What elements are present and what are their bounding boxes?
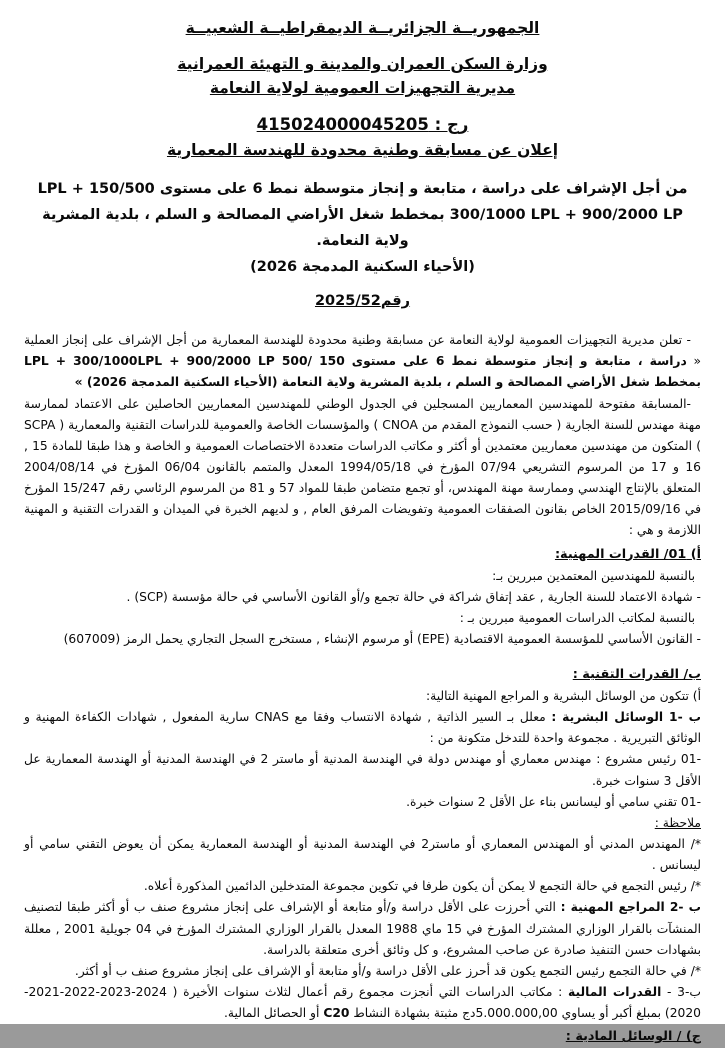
- section-a-line: - القانون الأساسي للمؤسسة العمومية الاقتصادية (EPE) أو مرسوم الإنشاء , مستخرج السجل التجاري يحمل الرمز (607009): [63, 631, 701, 646]
- intro-paragraph: [24, 330, 701, 393]
- republic-title: الجمهوريــة الجزائريــة الديمقراطيــة الشعبيــة: [185, 19, 540, 37]
- financial-text-end: أو الحصائل المالية.: [224, 1006, 324, 1021]
- section-b-heading: ب/ القدرات التقنية :: [572, 667, 701, 683]
- subject-block: [24, 176, 701, 314]
- human-resources-label: ب -1 الوسائل البشرية :: [551, 710, 701, 725]
- note-line: */ المهندس المدني أو المهندس المعماري أو ماستر2 في الهندسة المدنية أو الهندسة المعمارية يمكن أن يعوض التقني سامي أو ليسانس .: [24, 837, 701, 873]
- professional-references-text: التي أحرزت على الأقل دراسة و/أو متابعة أو الإشراف على إنجاز مشروع صنف ب أو أكثر طبقا لتصنيف المنشآت بالقرار الوزاري المشترك المؤرخ في 15 ماي 1988 المعدل بالقرار الوزاري المشترك المؤرخ في 04 جويلية 2001 , معللة بشهادات حسن التنفيذ صادرة عن صاحب المشروع، و كل وثائق أخرى متعلقة بالدراسة.: [24, 900, 701, 957]
- note-heading: ملاحظة :: [654, 815, 701, 830]
- human-resources-paragraph: [24, 707, 701, 749]
- group-leader-note: */ في حالة التجمع رئيس التجمع يكون قد أحرز على الأقل دراسة و/أو متابعة أو الإشراف على إنجاز مشروع صنف ب أو أكثر.: [74, 963, 701, 978]
- registration-number: رج : 415024000045205: [256, 115, 469, 135]
- section-a-line: بالنسبة لمكاتب الدراسات العمومية مبررين بـ :: [459, 610, 695, 625]
- eligibility-paragraph: -المسابقة مفتوحة للمهندسين المعماريين المسجلين في الجدول الوطني للمهندسين المعماريين الحاصلين على الاعتماد لممارسة مهنة مهندس للسنة الجارية ( حسب النموذج المقدم من CNOA ) والمؤسسات الخاصة والعمومية للدراسات التقنية والمعمارية ( SCPA ) المتكون من مهندسين معماريين معتمدين أو أكثر و مكاتب الدراسات متعددة الاختصاصات العمومية و الخاصة و هذا طبقا للمادة 15 , 16 و 17 من المرسوم التشريعي 07/94 المؤرخ في 1994/05/18 المعدل والمتمم بالقانون 06/04 المؤرخ في 2004/08/14 المتعلق بالإنتاج الهندسي وممارسة مهنة المهندس، أو تجمع متضامن طبقا للمواد 57 و 81 من المرسوم الرئاسي رقم 15/247 المؤرخ في 2015/09/16 الخاص بقانون الصفقات العمومية وتفويضات المرفق العام , و لديهم الخبرة في الميدان و القدرات التقنية و المهنية اللازمة و هي :: [24, 396, 701, 538]
- program-name: (الأحياء السكنية المدمجة 2026): [250, 258, 475, 275]
- intro-bold-text: دراسة ، متابعة و إنجاز متوسطة نمط 6 على مستوى 150 /500 LPL + 300/1000LPL + 900/2000 LP بمخطط شغل الأراضي المصالحة و السلم ، بلدية المشرية ولاية النعامة (الأحياء السكنية المدمجة 2026) »: [24, 354, 701, 390]
- human-resources-text: معلل بـ السير الذاتية , شهادة الانتساب وفقا مع CNAS سارية المفعول , شهادات الكفاءة المهنية و الوثائق التبريرية . مجموعة واحدة للتدخل متكونة من :: [24, 710, 701, 746]
- document-body: [24, 330, 701, 1048]
- professional-references-label: ب -2 المراجع المهنية :: [560, 900, 701, 915]
- section-a-heading: أ) 01/ القدرات المهنية:: [554, 546, 701, 562]
- professional-references-paragraph: [24, 897, 701, 960]
- activity-code: C20: [323, 1006, 350, 1021]
- team-item: -01 رئيس مشروع : مهندس معماري أو مهندس دولة في الهندسة المدنية أو ماستر 2 في الهندسة المدنية أو الهندسة المعمارية عل الأقل 3 سنوات خبرة.: [24, 752, 702, 788]
- section-a-line: بالنسبة للمهندسين المعتمدين مبررين بـ:: [492, 568, 695, 583]
- intro-normal-text: - تعلن مديرية التجهيزات العمومية لولاية النعامة عن مسابقة وطنية محدودة للهندسة المعمارية من أجل الإشراف على إنجاز العملية «: [24, 333, 701, 369]
- note-line: */ رئيس التجمع في حالة التجمع لا يمكن أن يكون طرفا في تكوين مجموعة المتدخلين الدائمين المذكورة أعلاه.: [143, 879, 701, 894]
- announcement-number: رقم2025/52: [314, 293, 411, 309]
- operation-description: من أجل الإشراف على دراسة ، متابعة و إنجاز متوسطة نمط 6 على مستوى 150/500 LPL + 300/1000 LPL + 900/2000 LP بمخطط شغل الأراضي المصالحة و السلم ، بلدية المشرية ولاية النعامة.: [37, 180, 688, 249]
- document-header: [24, 16, 701, 162]
- announcement-title: إعلان عن مسابقة وطنية محدودة للهندسة المعمارية: [166, 140, 559, 159]
- spacer: [24, 40, 701, 52]
- financial-label: القدرات المالية: [568, 985, 662, 1000]
- section-a-line: - شهادة الاعتماد للسنة الجارية , عقد إتفاق شراكة في حالة تجمع و/أو القانون الأساسي في حالة مؤسسة (SCP) .: [126, 589, 701, 604]
- financial-text: : مكاتب الدراسات التي أنجزت مجموع رقم أعمال لثلاث سنوات الأخيرة ( 2024-2023-2022-2021-2020) بمبلغ أكبر أو يساوي 5.000.000,00دج مثبتة بشهادة النشاط: [24, 985, 701, 1021]
- section-c-heading: ج) / الوسائل المادية :: [565, 1029, 701, 1045]
- directorate-title: مديرية التجهيزات العمومية لولاية النعامة: [209, 79, 516, 98]
- financial-capacities-paragraph: [24, 982, 701, 1024]
- team-item: -01 تقني سامي أو ليسانس بناء عل الأقل 2 سنوات خبرة.: [406, 794, 701, 809]
- ministry-title: وزارة السكن العمران والمدينة و التهيئة العمرانية: [177, 55, 548, 74]
- section-b-intro: أ) تتكون من الوسائل البشرية و المراجع المهنية التالية:: [425, 689, 701, 704]
- spacer: [24, 100, 701, 112]
- financial-prefix: ب-3 -: [661, 985, 701, 1000]
